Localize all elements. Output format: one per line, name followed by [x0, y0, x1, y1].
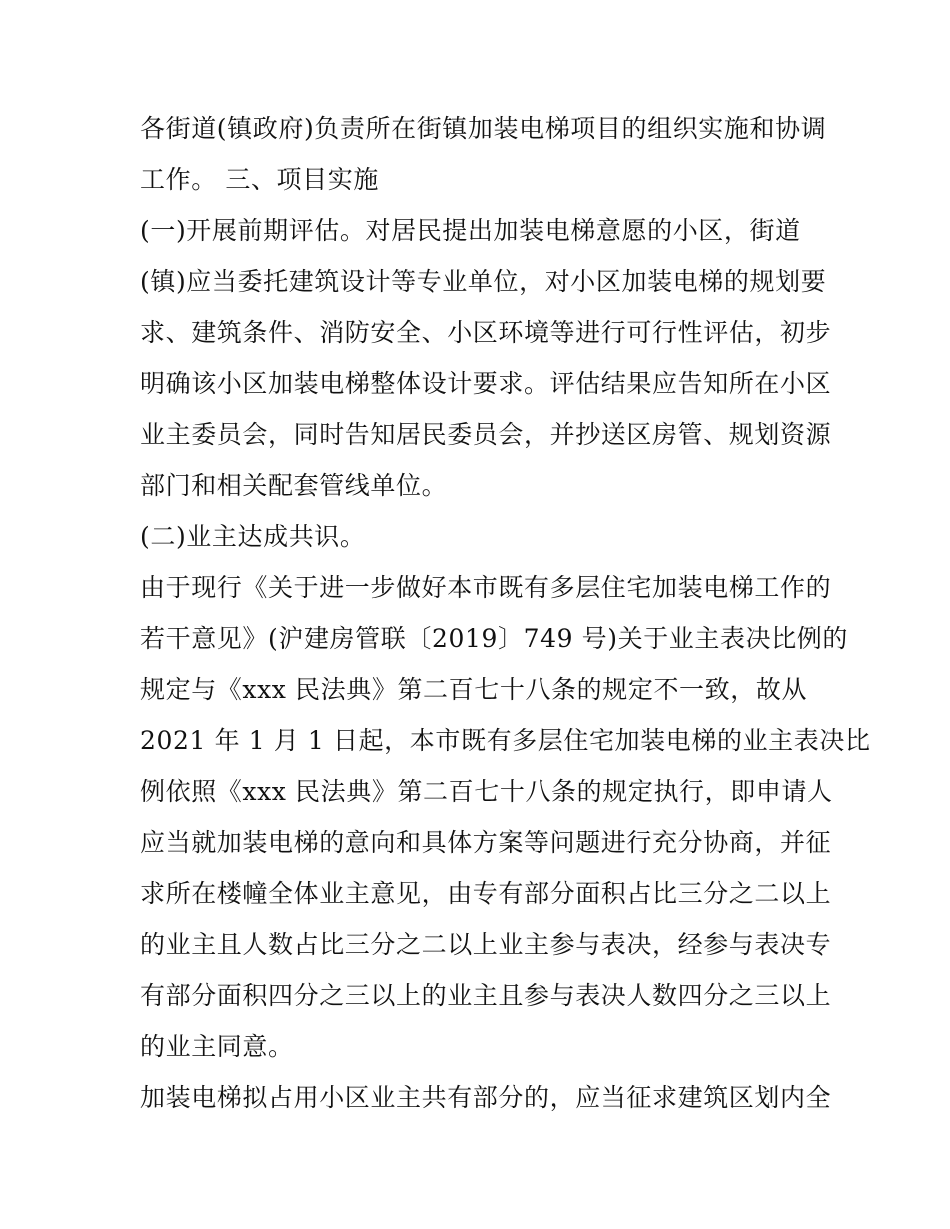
text-line: 由于现行《关于进一步做好本市既有多层住宅加装电梯工作的	[140, 573, 832, 602]
text-line: 各街道(镇政府)负责所在街镇加装电梯项目的组织实施和协调	[140, 114, 827, 143]
text-line: 有部分面积四分之三以上的业主且参与表决人数四分之三以上	[140, 981, 832, 1010]
text-line: 求所在楼幢全体业主意见，由专有部分面积占比三分之二以上	[140, 879, 832, 908]
text-line: 规定与《xxx 民法典》第二百七十八条的规定不一致，故从	[140, 675, 808, 704]
text-line: 例依照《xxx 民法典》第二百七十八条的规定执行，即申请人	[140, 777, 833, 806]
text-line: 工作。 三、项目实施	[140, 165, 379, 194]
text-line: 的业主同意。	[140, 1032, 294, 1061]
text-line: 若干意见》(沪建房管联〔2019〕749 号)关于业主表决比例的	[140, 624, 848, 653]
text-line: (一)开展前期评估。对居民提出加装电梯意愿的小区，街道	[140, 216, 801, 245]
text-line: 2021 年 1 月 1 日起，本市既有多层住宅加装电梯的业主表决比	[140, 726, 871, 755]
text-line: 加装电梯拟占用小区业主共有部分的，应当征求建筑区划内全	[140, 1083, 832, 1112]
text-line: 的业主且人数占比三分之二以上业主参与表决，经参与表决专	[140, 930, 832, 959]
text-line: 明确该小区加装电梯整体设计要求。评估结果应告知所在小区	[140, 369, 832, 398]
text-line: 应当就加装电梯的意向和具体方案等问题进行充分协商，并征	[140, 828, 832, 857]
text-line: (二)业主达成共识。	[140, 522, 366, 551]
text-line: (镇)应当委托建筑设计等专业单位，对小区加装电梯的规划要	[140, 267, 827, 296]
text-line: 业主委员会，同时告知居民委员会，并抄送区房管、规划资源	[140, 420, 832, 449]
text-line: 求、建筑条件、消防安全、小区环境等进行可行性评估，初步	[140, 318, 832, 347]
text-line: 部门和相关配套管线单位。	[140, 471, 448, 500]
